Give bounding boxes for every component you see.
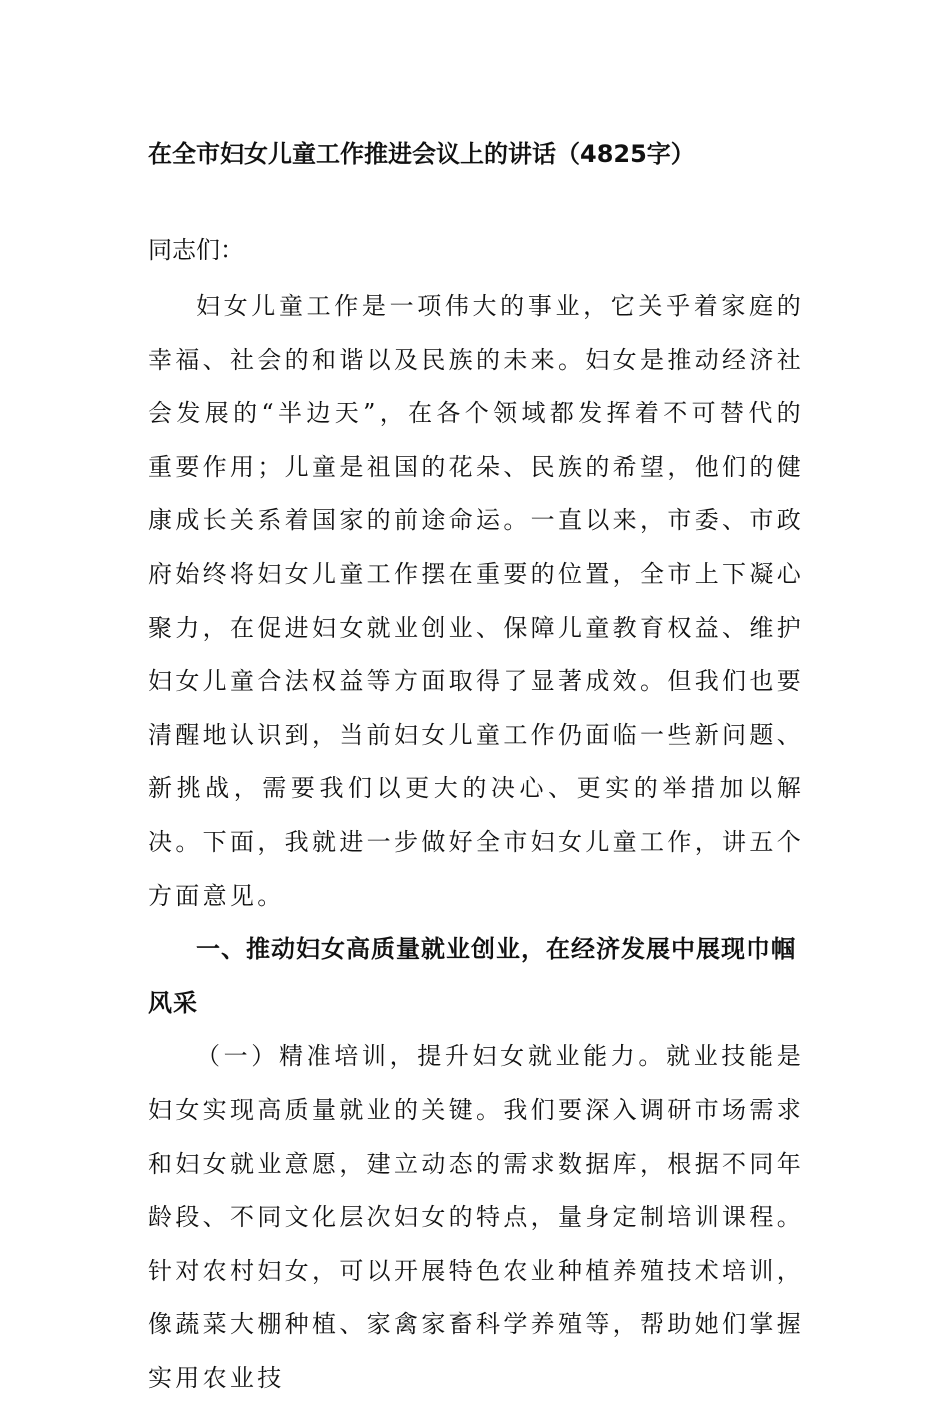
intro-paragraph: 妇女儿童工作是一项伟大的事业，它关乎着家庭的幸福、社会的和谐以及民族的未来。妇女是推动经济社会发展的“半边天”，在各个领域都发挥着不可替代的重要作用；儿童是祖国的花朵、民族的希望，他们的健康成长关系着国家的前途命运。一直以来，市委、市政府始终将妇女儿童工作摆在重要的位置，全市上下凝心聚力，在促进妇女就业创业、保障儿童教育权益、维护妇女儿童合法权益等方面取得了显著成效。但我们也要清醒地认识到，当前妇女儿童工作仍面临一些新问题、新挑战，需要我们以更大的决心、更实的举措加以解决。下面，我就进一步做好全市妇女儿童工作，讲五个方面意见。 xyxy=(148,292,804,910)
salutation: 同志们： xyxy=(148,236,244,264)
section-heading: 一、推动妇女高质量就业创业，在经济发展中展现巾帼风采 xyxy=(148,935,796,1017)
document-title: 在全市妇女儿童工作推进会议上的讲话（4825字） xyxy=(148,140,695,168)
section-paragraph: （一）精准培训，提升妇女就业能力。就业技能是妇女实现高质量就业的关键。我们要深入调研市场需求和妇女就业意愿，建立动态的需求数据库，根据不同年龄段、不同文化层次妇女的特点，量身定制培训课程。针对农村妇女，可以开展特色农业种植养殖技术培训，像蔬菜大棚种植、家禽家畜科学养殖等，帮助她们掌握实用农业技 xyxy=(148,1042,804,1392)
document-body xyxy=(148,280,804,1405)
